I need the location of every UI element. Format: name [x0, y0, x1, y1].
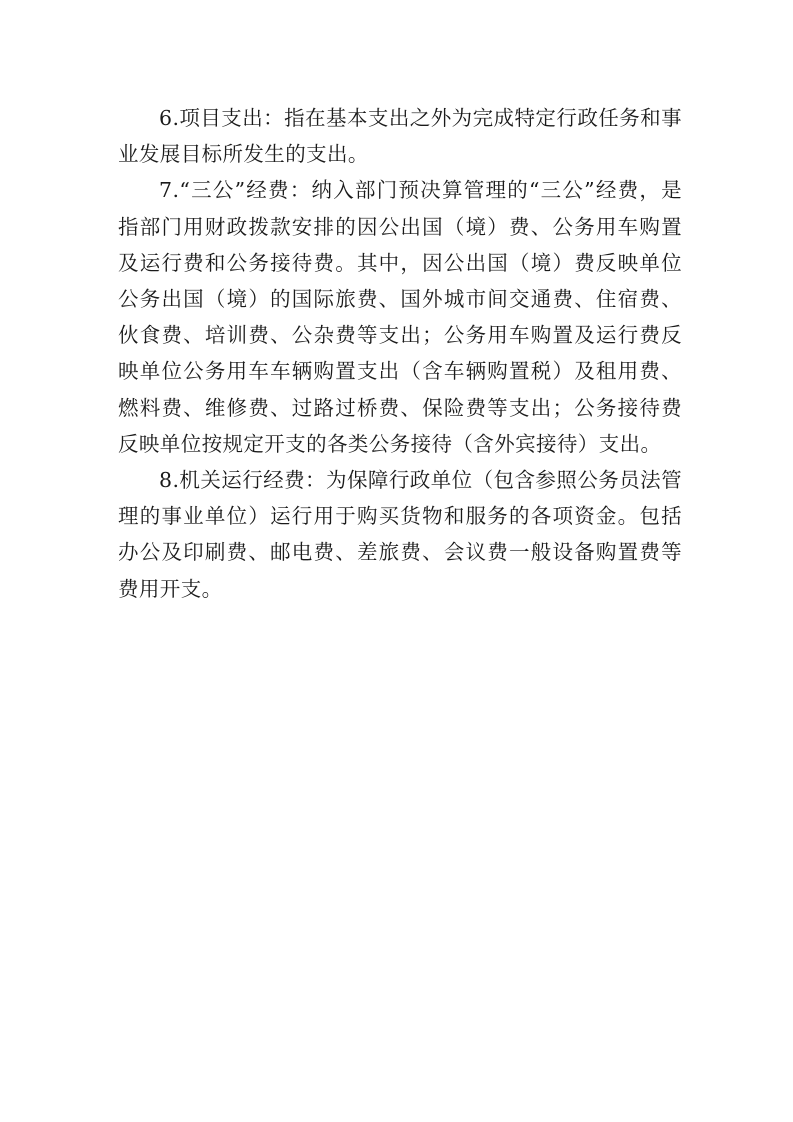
paragraph-three-public-expenses: 7.“三公”经费：纳入部门预决算管理的“三公”经费，是指部门用财政拨款安排的因公出国（境）费、公务用车购置及运行费和公务接待费。其中，因公出国（境）费反映单位公务出国（境）的国际旅费、国外城市间交通费、住宿费、伙食费、培训费、公杂费等支出；公务用车购置及运行费反映单位公务用车车辆购置支出（含车辆购置税）及租用费、燃料费、维修费、过路过桥费、保险费等支出；公务接待费反映单位按规定开支的各类公务接待（含外宾接待）支出。 [118, 178, 682, 456]
paragraph-project-expenditure: 6.项目支出：指在基本支出之外为完成特定行政任务和事业发展目标所发生的支出。 [118, 106, 682, 167]
paragraph-agency-operating-expenses: 8.机关运行经费：为保障行政单位（包含参照公务员法管理的事业单位）运行用于购买货物和服务的各项资金。包括办公及印刷费、邮电费、差旅费、会议费一般设备购置费等费用开支。 [118, 468, 682, 601]
document-body [118, 100, 682, 607]
